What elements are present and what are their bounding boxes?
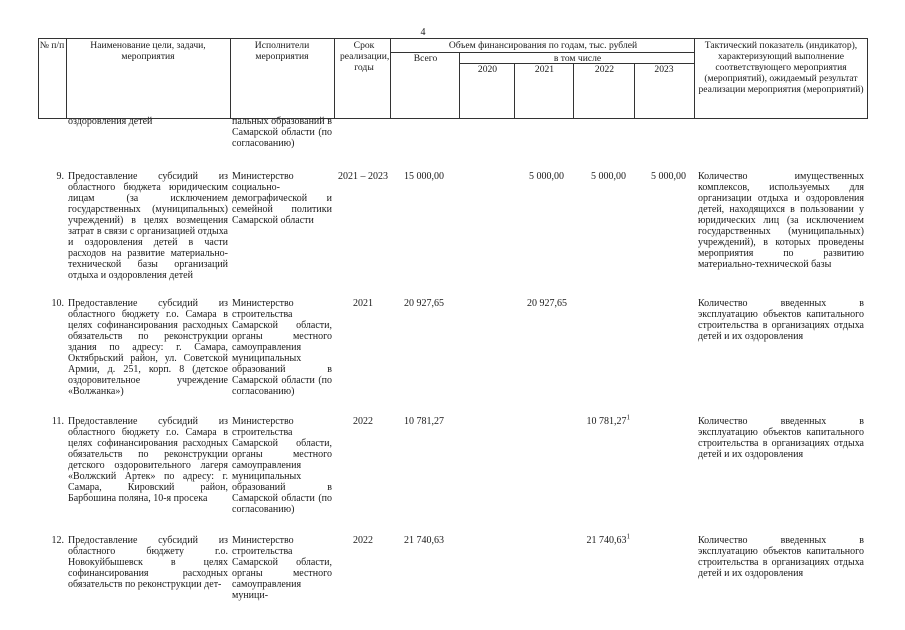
header-name: Наименование цели, задачи, мероприятия xyxy=(90,40,206,62)
header-indicator: Тактический показатель (индикатор), характеризующий выполнение соответствующего мероприятия (мероприятий), ожидаемый результат реализации мероприятия (мероприятий) xyxy=(698,40,864,95)
header-term: Срок реализации, годы xyxy=(340,40,390,73)
row-2023: 5 000,00 xyxy=(651,171,686,182)
header-executors: Исполнители мероприятия xyxy=(254,40,310,62)
col-divider xyxy=(634,63,635,118)
col-divider xyxy=(573,63,574,118)
header-num: № п/п xyxy=(39,40,65,51)
row-indicator: Количество введенных в эксплуатацию объектов капитального строительства в организациях отдыха детей и их оздоровления xyxy=(698,535,864,579)
header-including: в том числе xyxy=(553,53,602,64)
header-2023: 2023 xyxy=(654,64,674,75)
row-indicator: Количество введенных в эксплуатацию объектов капитального строительства в организациях отдыха детей и их оздоровления xyxy=(698,298,864,342)
row-number: 10. xyxy=(51,298,64,309)
row-indicator: Количество введенных в эксплуатацию объектов капитального строительства в организациях отдыха детей и их оздоровления xyxy=(698,416,864,460)
row-name: Предоставление субсидий из областного бюджету г.о. Новокуйбышевск в целях софинансирования расходных обязательств по реконструкции дет- xyxy=(68,535,228,590)
row-number: 11. xyxy=(51,416,64,427)
row-total: 10 781,27 xyxy=(404,416,444,427)
table-border-right xyxy=(867,38,868,118)
row-executors: Министерство строительства Самарской области, органы местного самоуправления муници- xyxy=(232,535,332,601)
row-executors: Министерство социально-демографической и семейной политики Самарской области xyxy=(232,171,332,226)
footnote-mark: 1 xyxy=(626,413,630,422)
col-divider xyxy=(390,38,391,118)
row-term: 2021 – 2023 xyxy=(338,171,388,182)
col-divider xyxy=(66,38,67,118)
row-total: 15 000,00 xyxy=(404,171,444,182)
header-funding: Объем финансирования по годам, тыс. рублей xyxy=(448,40,638,51)
col-divider xyxy=(334,38,335,118)
row-2022 xyxy=(560,532,630,546)
header-total: Всего xyxy=(413,53,438,64)
continuation-name: оздоровления детей xyxy=(68,116,153,127)
row-total: 20 927,65 xyxy=(404,298,444,309)
row-2021: 5 000,00 xyxy=(529,171,564,182)
footnote-mark: 1 xyxy=(626,532,630,541)
header-2022: 2022 xyxy=(594,64,615,75)
row-term: 2022 xyxy=(353,416,373,427)
header-2020: 2020 xyxy=(477,64,498,75)
row-name: Предоставление субсидий из областного бюджету г.о. Самара в целях софинансирования расходных обязательств по реконструкции здания по адресу: г. Самара, Октябрьский район, ул. Советской Армии, д. 251, корп. 8 (детское оздоровительное учреждение «Волжанка») xyxy=(68,298,228,397)
row-2022-value: 10 781,27 xyxy=(586,416,627,427)
col-divider xyxy=(694,38,695,118)
row-2022-value: 21 740,63 xyxy=(586,535,627,546)
table-border-top xyxy=(38,38,868,39)
row-number: 9. xyxy=(56,171,64,182)
row-2021: 20 927,65 xyxy=(527,298,567,309)
page-number: 4 xyxy=(420,27,426,38)
row-indicator: Количество имущественных комплексов, используемых для организации отдыха и оздоровления детей, находящихся в пользовании у юридических лиц (за исключением государственных (муниципальных) учреждений), в которых проведены мероприятия по развитию материально-технической базы xyxy=(698,171,864,270)
header-2021: 2021 xyxy=(534,64,555,75)
row-term: 2022 xyxy=(353,535,373,546)
col-divider xyxy=(514,63,515,118)
continuation-executors: пальных образований в Самарской области (по согласованию) xyxy=(232,116,332,149)
row-term: 2021 xyxy=(353,298,373,309)
row-executors: Министерство строительства Самарской области, органы местного самоуправления муниципальных образований в Самарской области (по согласованию) xyxy=(232,416,332,515)
row-2022: 5 000,00 xyxy=(591,171,626,182)
row-2022 xyxy=(560,413,630,427)
col-divider xyxy=(459,52,460,118)
row-name: Предоставление субсидий из областного бюджета юридическим лицам (за исключением государственных (муниципальных) учреждений) в целях возмещения затрат в связи с организацией отдыха и оздоровления детей в части расходов на развитие материально-технической базы организаций отдыха и оздоровления детей xyxy=(68,171,228,281)
row-number: 12. xyxy=(51,535,64,546)
row-total: 21 740,63 xyxy=(404,535,444,546)
row-name: Предоставление субсидий из областного бюджету г.о. Самара в целях софинансирования расходных обязательств по реконструкции детского оздоровительного лагеря «Волжский Артек» по адресу: г. Самара, Кировский район, Барбошина поляна, 10-я просека xyxy=(68,416,228,504)
col-divider xyxy=(230,38,231,118)
row-executors: Министерство строительства Самарской области, органы местного самоуправления муниципальных образований в Самарской области (по согласованию) xyxy=(232,298,332,397)
